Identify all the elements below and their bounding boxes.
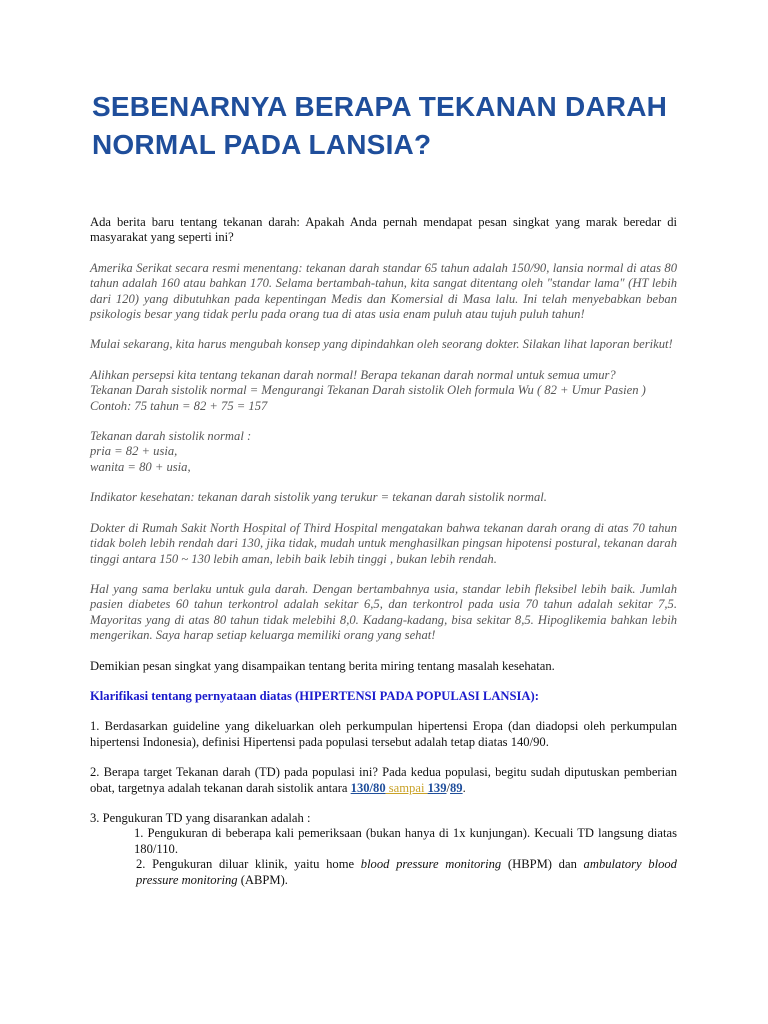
quote-line: Tekanan Darah sistolik normal = Mengurangi Tekanan Darah sistolik Oleh formula Wu ( 82 + Umur Pasien ) bbox=[90, 383, 646, 398]
quote-paragraph-1: Amerika Serikat secara resmi menentang: tekanan darah standar 65 tahun adalah 150/90, lansia normal di atas 80 tahun adalah 160 atau bahkan 170. Selama bertambah-tahun, kita sangat ditentang oleh "standar lama" (HT lebih dari 120) yang dibutuhkan pada kepentingan Medis dan Komersial di Masa lalu. Ini telah menyebabkan beban psikologis besar yang tidak perlu pada orang tua di atas usia enam puluh atau tujuh puluh tahun! bbox=[90, 260, 677, 322]
article-body bbox=[90, 215, 677, 888]
sub-2-text: (ABPM). bbox=[237, 872, 288, 887]
quote-line: pria = 82 + usia, bbox=[90, 444, 178, 459]
point-3-sub-2 bbox=[90, 857, 677, 888]
target-low-link[interactable]: 130/80 bbox=[350, 780, 386, 795]
slash: / bbox=[446, 780, 450, 795]
target-high-systolic-link[interactable]: 139 bbox=[427, 780, 447, 795]
range-word-link[interactable]: sampai bbox=[385, 780, 428, 795]
quote-paragraph-2: Mulai sekarang, kita harus mengubah konsep yang dipindahkan oleh seorang dokter. Silakan lihat laporan berikut! bbox=[90, 337, 673, 352]
quote-line: Tekanan darah sistolik normal : bbox=[90, 429, 252, 444]
quote-paragraph-4 bbox=[90, 429, 677, 475]
clarification-heading: Klarifikasi tentang pernyataan diatas (HIPERTENSI PADA POPULASI LANSIA): bbox=[90, 688, 539, 703]
quote-line: wanita = 80 + usia, bbox=[90, 459, 191, 474]
quote-paragraph-7: Hal yang sama berlaku untuk gula darah. Dengan bertambahnya usia, standar lebih fleksibel lebih baik. Jumlah pasien diabetes 60 tahun terkontrol adalah sekitar 6,5, dan terkontrol pada usia 70 tahun adalah sekitar 7,5. Mayoritas yang di atas 80 tahun tidak melebihi 8,0. Kadang-kadang, bisa sekitar 8,5. Hipoglikemia bahkan lebih mengerikan. Saya harap setiap keluarga memiliki orang yang sehat! bbox=[90, 581, 677, 643]
quote-line: Contoh: 75 tahun = 82 + 75 = 157 bbox=[90, 398, 268, 413]
sub-2-text: (HBPM) dan bbox=[501, 857, 584, 872]
sub-2-term-hbpm: blood pressure monitoring bbox=[360, 857, 502, 872]
page-title: SEBENARNYA BERAPA TEKANAN DARAH NORMAL PADA LANSIA? bbox=[92, 91, 668, 160]
point-3-sub-1: 1. Pengukuran di beberapa kali pemeriksaan (bukan hanya di 1x kunjungan). Kecuali TD langsung diatas 180/110. bbox=[134, 826, 677, 856]
quote-paragraph-6: Dokter di Rumah Sakit North Hospital of Third Hospital mengatakan bahwa tekanan darah orang di atas 70 tahun tidak boleh lebih rendah dari 130, jika tidak, mudah untuk menghasilkan pingsan hipotensi postural, tekanan darah tinggi antara 150 ~ 130 lebih aman, lebih baik lebih tinggi , bukan lebih rendah. bbox=[90, 520, 677, 566]
sub-2-text: 2. Pengukuran diluar klinik, yaitu home bbox=[136, 857, 361, 872]
closing-paragraph: Demikian pesan singkat yang disampaikan tentang berita miring tentang masalah kesehatan. bbox=[90, 658, 555, 673]
point-2-text: 2. Berapa target Tekanan darah (TD) pada populasi ini? Pada kedua populasi, begitu sudah diputuskan pemberian obat, targetnya adalah tekanan darah sistolik antara bbox=[90, 765, 677, 795]
sub-2-term-abpm: ambulatory blood pressure monitoring bbox=[136, 857, 677, 887]
point-2 bbox=[90, 765, 677, 796]
quote-line: Alihkan persepsi kita tentang tekanan darah normal! Berapa tekanan darah normal untuk semua umur? bbox=[90, 367, 616, 382]
intro-paragraph: Ada berita baru tentang tekanan darah: Apakah Anda pernah mendapat pesan singkat yang marak beredar di masyarakat yang seperti ini? bbox=[90, 215, 677, 245]
quote-paragraph-3 bbox=[90, 368, 677, 414]
point-3 bbox=[90, 811, 677, 888]
point-1: 1. Berdasarkan guideline yang dikeluarkan oleh perkumpulan hipertensi Eropa (dan diadopsi oleh perkumpulan hipertensi Indonesia), definisi Hipertensi pada populasi tersebut adalah tetap diatas 140/90. bbox=[90, 719, 677, 749]
target-high-diastolic-link[interactable]: 89 bbox=[450, 780, 463, 795]
period: . bbox=[462, 780, 466, 795]
point-3-lead: 3. Pengukuran TD yang disarankan adalah : bbox=[90, 810, 311, 825]
quote-paragraph-5: Indikator kesehatan: tekanan darah sistolik yang terukur = tekanan darah sistolik normal. bbox=[90, 490, 547, 505]
